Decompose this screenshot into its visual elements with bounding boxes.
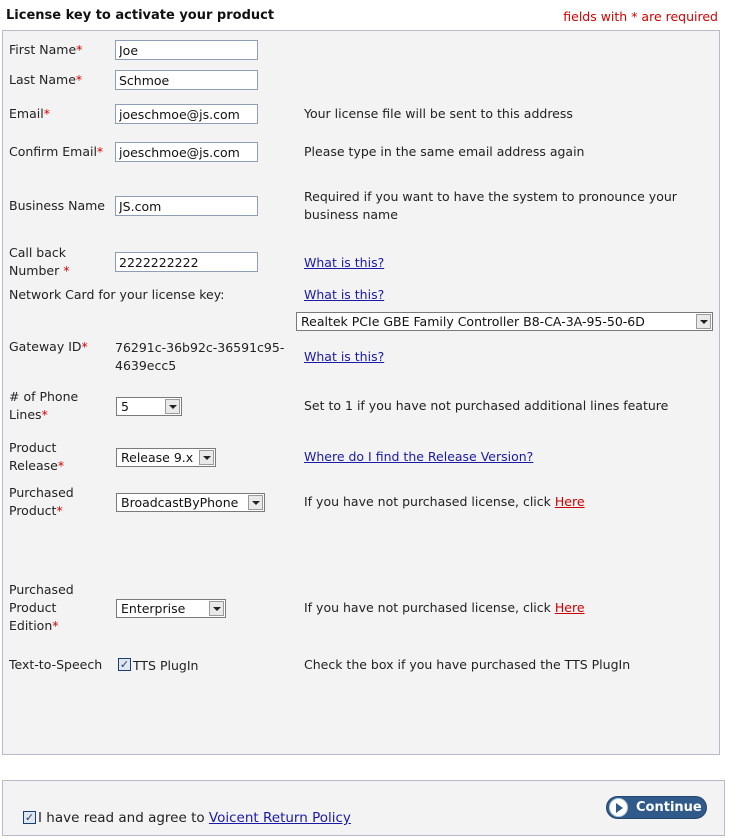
edition-label-line1: Purchased bbox=[9, 582, 74, 597]
business-name-hint-line1: Required if you want to have the system to pronounce your bbox=[304, 189, 677, 204]
phone-lines-select[interactable] bbox=[116, 397, 182, 416]
edition-label-line2: Product bbox=[9, 600, 57, 615]
required-star: * bbox=[81, 339, 88, 354]
release-version-link[interactable]: Where do I find the Release Version? bbox=[304, 449, 534, 464]
arrow-right-icon bbox=[609, 798, 628, 817]
required-star: * bbox=[75, 72, 83, 87]
callback-number-input[interactable] bbox=[115, 252, 258, 272]
purchased-product-label-line1: Purchased bbox=[9, 485, 74, 500]
edition-label-line3: Edition* bbox=[9, 618, 59, 633]
tts-checkbox-label[interactable]: TTS PlugIn bbox=[133, 658, 199, 673]
email-label: Email* bbox=[9, 106, 50, 121]
last-name-label: Last Name* bbox=[9, 72, 83, 87]
business-name-hint-line2: business name bbox=[304, 207, 398, 222]
confirm-email-hint: Please type in the same email address again bbox=[304, 144, 585, 159]
continue-button[interactable] bbox=[606, 796, 707, 819]
return-policy-link[interactable]: Voicent Return Policy bbox=[208, 810, 351, 826]
dropdown-arrow-icon[interactable] bbox=[696, 314, 711, 329]
required-star: * bbox=[52, 618, 59, 633]
product-release-label-line2: Release* bbox=[9, 458, 65, 473]
purchased-product-selected: BroadcastByPhone bbox=[121, 495, 239, 510]
callback-label-line1: Call back bbox=[9, 245, 67, 260]
gateway-help-link[interactable]: What is this? bbox=[304, 349, 385, 364]
dropdown-arrow-icon[interactable] bbox=[248, 495, 263, 510]
first-name-label: First Name* bbox=[9, 42, 83, 57]
callback-help-link-wrap bbox=[304, 254, 384, 272]
network-card-select[interactable] bbox=[296, 312, 713, 331]
phone-lines-label-line1: # of Phone bbox=[9, 389, 79, 404]
email-hint: Your license file will be sent to this address bbox=[304, 106, 573, 121]
product-release-label-line1: Product bbox=[9, 440, 57, 455]
edition-hint: If you have not purchased license, click Here bbox=[304, 600, 585, 615]
phone-lines-label-line2: Lines* bbox=[9, 407, 48, 422]
product-release-select[interactable] bbox=[116, 448, 216, 467]
checkmark-icon: ✓ bbox=[119, 658, 130, 671]
release-version-link-wrap bbox=[304, 448, 533, 466]
tts-checkbox[interactable] bbox=[118, 658, 131, 671]
required-star: * bbox=[76, 42, 83, 57]
dropdown-arrow-icon[interactable] bbox=[165, 399, 180, 414]
purchased-product-label-line2: Product* bbox=[9, 503, 63, 518]
gateway-id-value-line2: 4639ecc5 bbox=[115, 358, 177, 373]
purchased-product-select[interactable] bbox=[116, 493, 265, 512]
required-fields-note: fields with * are required bbox=[563, 9, 718, 24]
business-name-input[interactable] bbox=[115, 196, 258, 216]
tts-hint: Check the box if you have purchased the TTS PlugIn bbox=[304, 657, 631, 672]
edition-here-link[interactable]: Here bbox=[554, 600, 585, 615]
network-card-label: Network Card for your license key: bbox=[9, 287, 225, 302]
product-release-selected: Release 9.x bbox=[121, 450, 194, 465]
gateway-help-link-wrap bbox=[304, 348, 384, 366]
phone-lines-hint: Set to 1 if you have not purchased additional lines feature bbox=[304, 398, 669, 413]
license-form-panel bbox=[2, 30, 720, 755]
agree-checkbox[interactable] bbox=[23, 811, 36, 824]
confirm-email-label: Confirm Email* bbox=[9, 144, 104, 159]
required-star: * bbox=[96, 144, 104, 159]
purchased-product-hint: If you have not purchased license, click Here bbox=[304, 494, 585, 509]
network-card-selected: Realtek PCIe GBE Family Controller B8-CA-3A-95-50-6D bbox=[301, 314, 645, 329]
business-name-label: Business Name bbox=[9, 198, 105, 213]
checkmark-icon: ✓ bbox=[24, 811, 35, 824]
required-star: * bbox=[41, 407, 48, 422]
gateway-id-label: Gateway ID* bbox=[9, 339, 88, 354]
required-star: * bbox=[43, 106, 50, 121]
phone-lines-selected: 5 bbox=[121, 399, 129, 414]
last-name-input[interactable] bbox=[115, 70, 258, 90]
dropdown-arrow-icon[interactable] bbox=[209, 601, 224, 616]
confirm-email-input[interactable] bbox=[115, 142, 258, 162]
callback-label-line2: Number * bbox=[9, 263, 70, 278]
email-input[interactable] bbox=[115, 104, 258, 124]
gateway-id-value-line1: 76291c-36b92c-36591c95- bbox=[115, 340, 285, 355]
page-title: License key to activate your product bbox=[6, 8, 275, 23]
edition-selected: Enterprise bbox=[121, 601, 186, 616]
network-card-help-link[interactable]: What is this? bbox=[304, 287, 385, 302]
dropdown-arrow-icon[interactable] bbox=[199, 450, 214, 465]
required-star: * bbox=[57, 458, 65, 473]
network-card-help-link-wrap bbox=[304, 286, 384, 304]
agree-text: I have read and agree to Voicent Return Policy bbox=[38, 810, 351, 826]
continue-label: Continue bbox=[636, 800, 702, 815]
tts-label: Text-to-Speech bbox=[9, 657, 103, 672]
first-name-input[interactable] bbox=[115, 40, 258, 60]
callback-help-link[interactable]: What is this? bbox=[304, 255, 385, 270]
edition-select[interactable] bbox=[116, 599, 226, 618]
required-star: * bbox=[56, 503, 63, 518]
required-star: * bbox=[63, 263, 70, 278]
purchase-here-link[interactable]: Here bbox=[554, 494, 585, 509]
